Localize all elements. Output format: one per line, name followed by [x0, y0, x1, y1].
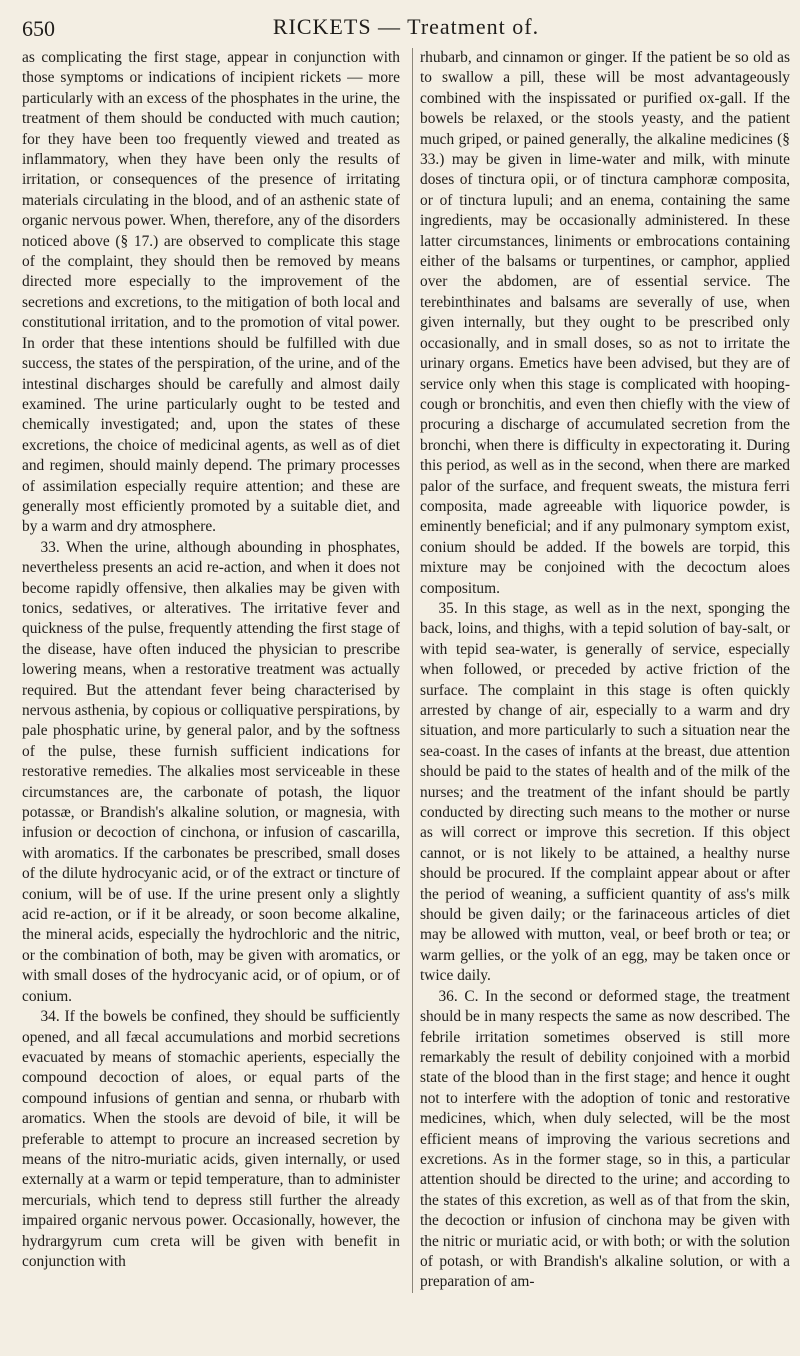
paragraph: rhubarb, and cinnamon or ginger. If the patient be so old as to swallow a pill, these will be most advantageously combined with the inspissated or purified ox-gall. If the bowels be relaxed, or the stools yeasty, and the patient much griped, or pained generally, the alkaline medicines (§ 33.) may be given in lime-water and milk, with minute doses of tinctura opii, or of tinctura camphoræ composita, or of tinctura lupuli; and an enema, containing the same ingredients, may be occasionally administered. In these latter circumstances, liniments or embrocations containing either of the balsams or turpentines, or camphor, applied over the abdomen, are of essential service. The terebinthinates and balsams are severally of use, when given internally, but they ought to be prescribed only occasionally, and in small doses, so as not to irritate the urinary organs. Emetics have been advised, but they are of service only when this stage is complicated with hooping-cough or bronchitis, and even then chiefly with the view of procuring a discharge of accumulated secretion from the bronchi, when there is difficulty in expectorating it. During this period, as well as in the second, when there are marked palor of the surface, and frequent sweats, the mistura ferri composita, made agreeable with liquorice powder, is eminently beneficial; and if any pulmonary symptom exist, conium should be added. If the bowels are torpid, this mixture may be conjoined with the decoctum aloes compositum. — [420, 49, 790, 597]
right-column — [412, 48, 790, 1293]
running-head: RICKETS — Treatment of. — [272, 14, 540, 39]
paragraph: 34. If the bowels be confined, they should be sufficiently opened, and all fæcal accumulations and morbid secretions evacuated by means of stomachic aperients, especially the compound decoction of aloes, or equal parts of the compound infusions of gentian and senna, or rhubarb with aromatics. When the stools are devoid of bile, it will be preferable to attempt to procure an increased secretion by means of the nitro-muriatic acids, given internally, or used externally at a warm or tepid temperature, than to administer mercurials, which tend to depress still further the already impaired organic nervous power. Occasionally, however, the hydrargyrum cum creta will be given with benefit in conjunction with — [22, 1008, 400, 1270]
paragraph: 36. C. In the second or deformed stage, the treatment should be in many respects the same as now described. The febrile irritation sometimes observed is still more remarkably the result of debility conjoined with a morbid state of the blood than in the first stage; and hence it ought not to interfere with the adoption of tonic and restorative medicines, which, when duly selected, will be the most efficient means of improving the various secretions and excretions. As in the former stage, so in this, a particular attention should be directed to the urine; and according to the states of this excretion, as well as of that from the skin, the decoction or infusion of cinchona may be given with the nitric or muriatic acid, or with both; or with the solution of potash, or with Brandish's alkaline solution, or with a preparation of am- — [420, 987, 790, 1291]
text-columns — [22, 48, 790, 1293]
paragraph: as complicating the first stage, appear in conjunction with those symptoms or indications of incipient rickets — more particularly with an excess of the phosphates in the urine, the treatment of them should be conducted with much caution; for they have been too frequently viewed and treated as inflammatory, when they have been only the results of irritation, or consequences of the presence of irritating materials circulating in the blood, and of an asthenic state of organic nervous power. When, therefore, any of the disorders noticed above (§ 17.) are observed to complicate this stage of the complaint, they should then be removed by means directed more especially to the improvement of the secretions and excretions, to the mitigation of both local and constitutional irritation, and to the promotion of vital power. In order that these intentions should be fulfilled with due success, the states of the perspiration, of the urine, and of the intestinal discharges should be carefully and almost daily examined. The urine particularly ought to be tested and chemically investigated; and, upon the states of these excretions, the choice of medicinal agents, as well as of diet and regimen, should mainly depend. The primary processes of assimilation especially require attention; and these are generally most efficiently promoted by a suitable diet, and by a warm and dry atmosphere. — [22, 49, 400, 536]
left-column — [22, 48, 400, 1293]
page-number: 650 — [22, 16, 55, 41]
paragraph: 35. In this stage, as well as in the next, sponging the back, loins, and thighs, with a tepid solution of bay-salt, or with tepid sea-water, is generally of service, especially when followed, or preceded by active friction of the surface. The complaint in this stage is often quickly arrested by change of air, especially to a warm and dry situation, and more particularly to such a situation near the sea-coast. In the cases of infants at the breast, due attention should be paid to the states of health and of the milk of the nurses; and the treatment of the infant should be partly conducted by directing such means to the mother or nurse as will correct or improve this secretion. If this object cannot, or is not likely to be attained, a healthy nurse should be procured. If the complaint appear about or after the period of weaning, a sufficient quantity of ass's milk should be given daily; or the farinaceous articles of diet may be allowed with mutton, veal, or beef broth or tea; or warm gellies, or the yolk of an egg, may be taken once or twice daily. — [420, 599, 790, 985]
paragraph: 33. When the urine, although abounding in phosphates, nevertheless presents an acid re-action, and when it does not become rapidly offensive, then alkalies may be given with tonics, sedatives, or alteratives. The irritative fever and quickness of the pulse, frequently attending the first stage of the disease, have often induced the physician to prescribe lowering means, when a restorative treatment was actually required. But the attendant fever being characterised by nervous asthenia, by copious or colliquative perspirations, by pale phosphatic urine, by general palor, and by the softness of the pulse, these furnish sufficient indications for restorative remedies. The alkalies most serviceable in these circumstances are, the carbonate of potash, the liquor potassæ, or Brandish's alkaline solution, or magnesia, with infusion or decoction of cinchona, or infusion of cascarilla, with aromatics. If the carbonates be prescribed, small doses of the dilute hydrocyanic acid, or of the extract or tincture of conium, will be of use. If the urine present only a slightly acid re-action, or if it be already, or soon become alkaline, the mineral acids, especially the hydrochloric and the nitric, or the combination of both, may be given with aromatics, or with small doses of the hydrocyanic acid, or of opium, or of conium. — [22, 538, 400, 1005]
page-header — [22, 8, 790, 48]
